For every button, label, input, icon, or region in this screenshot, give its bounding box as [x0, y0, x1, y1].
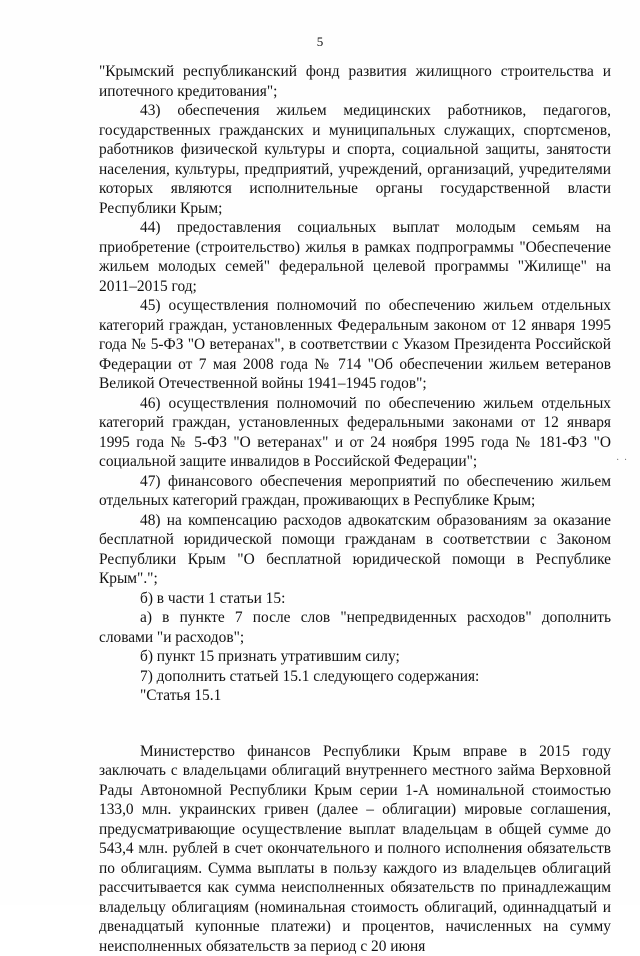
paragraph: б) в части 1 статьи 15:: [99, 589, 611, 609]
paragraph-group-before: [99, 62, 611, 706]
paragraph: 44) предоставления социальных выплат молодым семьям на приобретение (строительство) жилья в рамках подпрограммы "Обеспечение жильем молодых семей" федеральной целевой программы "Жилище" на 2011–2015 год;: [99, 218, 611, 296]
paragraph: "Статья 15.1: [99, 686, 611, 706]
page-number: 5: [0, 34, 640, 50]
paragraph: 47) финансового обеспечения мероприятий по обеспечению жильем отдельных категорий граждан, проживающих в Республике Крым;: [99, 472, 611, 511]
paragraph: б) пункт 15 признать утратившим силу;: [99, 647, 611, 667]
margin-dots: · ·: [616, 455, 628, 466]
section-gap: [99, 706, 611, 742]
paragraph: "Крымский республиканский фонд развития жилищного строительства и ипотечного кредитования";: [99, 62, 611, 101]
paragraph-group-after: [99, 742, 611, 956]
document-body: [99, 62, 611, 956]
paragraph: 48) на компенсацию расходов адвокатским образованиям за оказание бесплатной юридической помощи гражданам в соответствии с Законом Республики Крым "О бесплатной юридической помощи в Республике Крым".";: [99, 511, 611, 589]
paragraph: Министерство финансов Республики Крым вправе в 2015 году заключать с владельцами облигаций внутреннего местного займа Верховной Рады Автономной Республики Крым серии 1-А номинальной стоимостью 133,0 млн. украинских гривен (далее – облигации) мировые соглашения, предусматривающие осуществление выплат владельцам в общей сумме до 543,4 млн. рублей в счет окончательного и полного исполнения обязательств по облигациям. Сумма выплаты в пользу каждого из владельцев облигаций рассчитывается как сумма неисполненных обязательств по принадлежащим владельцу облигациям (номинальная стоимость облигаций, одиннадцатый и двенадцатый купонные платежи) и процентов, начисленных на сумму неисполненных обязательств за период с 20 июня: [99, 742, 611, 956]
paragraph: 43) обеспечения жильем медицинских работников, педагогов, государственных гражданских и муниципальных служащих, спортсменов, работников физической культуры и спорта, социальной защиты, занятости населения, культуры, предприятий, учреждений, организаций, учредителями которых являются исполнительные органы государственной власти Республики Крым;: [99, 101, 611, 218]
paragraph: 45) осуществления полномочий по обеспечению жильем отдельных категорий граждан, установленных Федеральным законом от 12 января 1995 года № 5-ФЗ "О ветеранах", в соответствии с Указом Президента Российской Федерации от 7 мая 2008 года № 714 "Об обеспечении жильем ветеранов Великой Отечественной войны 1941–1945 годов";: [99, 296, 611, 394]
paragraph: 46) осуществления полномочий по обеспечению жильем отдельных категорий граждан, установленных федеральными законами от 12 января 1995 года № 5-ФЗ "О ветеранах" и от 24 ноября 1995 года № 181-ФЗ "О социальной защите инвалидов в Российской Федерации";: [99, 394, 611, 472]
paragraph: а) в пункте 7 после слов "непредвиденных расходов" дополнить словами "и расходов";: [99, 608, 611, 647]
paragraph: 7) дополнить статьей 15.1 следующего содержания:: [99, 667, 611, 687]
